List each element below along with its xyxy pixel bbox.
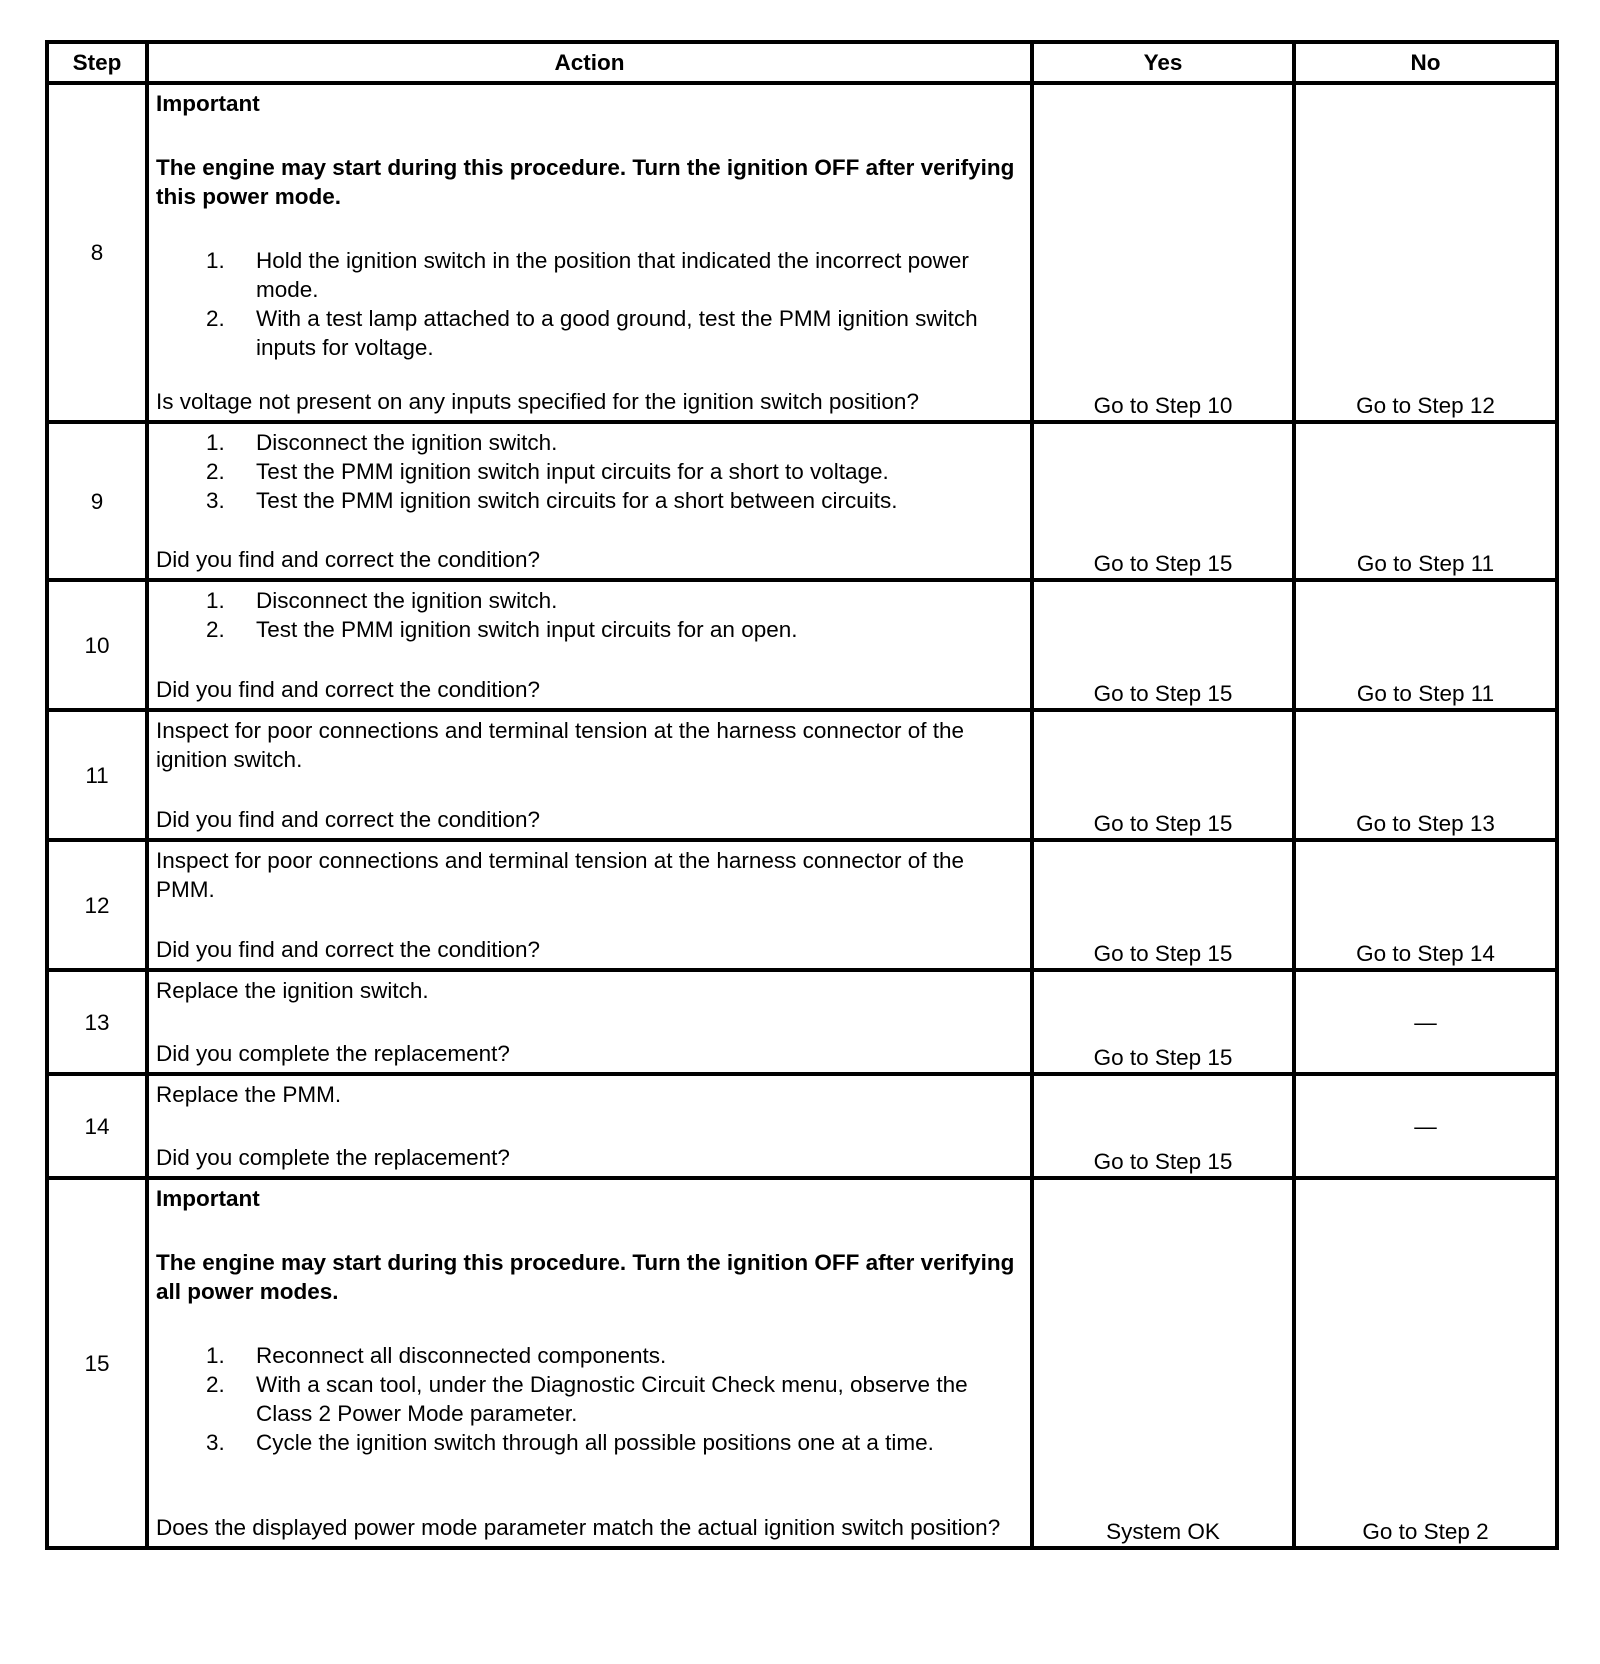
yes-cell: Go to Step 15 <box>1032 422 1294 580</box>
step-list <box>156 586 1022 644</box>
yes-cell: Go to Step 15 <box>1032 580 1294 710</box>
header-no: No <box>1294 42 1557 83</box>
list-item: 1. Disconnect the ignition switch. <box>206 430 558 455</box>
list-item: 2. With a scan tool, under the Diagnostic Circuit Check menu, observe the Class 2 Power Mode parameter. <box>206 1372 968 1426</box>
warning-text: The engine may start during this procedure. Turn the ignition OFF after verifying all power modes. <box>156 1250 1015 1304</box>
yes-cell: Go to Step 10 <box>1032 83 1294 422</box>
list-item: 3. Test the PMM ignition switch circuits for a short between circuits. <box>206 488 898 513</box>
table-row <box>47 1074 1557 1178</box>
instruction-text: Inspect for poor connections and terminal tension at the harness connector of the PMM. <box>156 848 964 902</box>
action-cell <box>147 710 1032 840</box>
no-cell: Go to Step 13 <box>1294 710 1557 840</box>
table-row <box>47 422 1557 580</box>
yes-cell: Go to Step 15 <box>1032 840 1294 970</box>
action-cell <box>147 840 1032 970</box>
no-cell: — <box>1294 1074 1557 1178</box>
yes-cell: Go to Step 15 <box>1032 710 1294 840</box>
step-number: 11 <box>47 710 147 840</box>
step-number: 10 <box>47 580 147 710</box>
no-cell: — <box>1294 970 1557 1074</box>
list-item: 1. Disconnect the ignition switch. <box>206 588 558 613</box>
instruction-text: Replace the PMM. <box>156 1082 342 1107</box>
step-list <box>156 246 1022 362</box>
header-yes: Yes <box>1032 42 1294 83</box>
step-number: 13 <box>47 970 147 1074</box>
table-row <box>47 970 1557 1074</box>
action-cell <box>147 970 1032 1074</box>
question-text: Is voltage not present on any inputs specified for the ignition switch position? <box>156 389 919 414</box>
instruction-text: Inspect for poor connections and terminal tension at the harness connector of the ignition switch. <box>156 718 964 772</box>
question-text: Did you find and correct the condition? <box>156 677 540 702</box>
warning-text: The engine may start during this procedure. Turn the ignition OFF after verifying this power mode. <box>156 155 1015 209</box>
table-row <box>47 580 1557 710</box>
instruction-text: Replace the ignition switch. <box>156 978 429 1003</box>
header-action: Action <box>147 42 1032 83</box>
action-cell <box>147 83 1032 422</box>
question-text: Did you complete the replacement? <box>156 1145 510 1170</box>
list-item: 2. With a test lamp attached to a good ground, test the PMM ignition switch inputs for voltage. <box>206 306 978 360</box>
table-row <box>47 710 1557 840</box>
list-item: 2. Test the PMM ignition switch input circuits for a short to voltage. <box>206 459 889 484</box>
yes-cell: Go to Step 15 <box>1032 970 1294 1074</box>
important-label: Important <box>156 1186 260 1211</box>
header-row <box>47 42 1557 83</box>
question-text: Did you find and correct the condition? <box>156 807 540 832</box>
step-list <box>156 1341 1022 1457</box>
step-number: 15 <box>47 1178 147 1548</box>
important-label: Important <box>156 91 260 116</box>
list-item: 1. Hold the ignition switch in the position that indicated the incorrect power mode. <box>206 248 969 302</box>
step-number: 9 <box>47 422 147 580</box>
list-item: 3. Cycle the ignition switch through all possible positions one at a time. <box>206 1430 934 1455</box>
yes-cell: System OK <box>1032 1178 1294 1548</box>
step-number: 12 <box>47 840 147 970</box>
action-cell <box>147 422 1032 580</box>
table-row <box>47 83 1557 422</box>
header-step: Step <box>47 42 147 83</box>
question-text: Did you find and correct the condition? <box>156 547 540 572</box>
table-row <box>47 1178 1557 1548</box>
no-cell: Go to Step 11 <box>1294 580 1557 710</box>
step-list <box>156 428 1022 515</box>
question-text: Did you find and correct the condition? <box>156 937 540 962</box>
question-text: Does the displayed power mode parameter match the actual ignition switch position? <box>156 1515 1001 1540</box>
question-text: Did you complete the replacement? <box>156 1041 510 1066</box>
yes-cell: Go to Step 15 <box>1032 1074 1294 1178</box>
table-row <box>47 840 1557 970</box>
list-item: 2. Test the PMM ignition switch input circuits for an open. <box>206 617 798 642</box>
no-cell: Go to Step 14 <box>1294 840 1557 970</box>
list-item: 1. Reconnect all disconnected components. <box>206 1343 667 1368</box>
step-number: 8 <box>47 83 147 422</box>
step-number: 14 <box>47 1074 147 1178</box>
action-cell <box>147 1178 1032 1548</box>
no-cell: Go to Step 11 <box>1294 422 1557 580</box>
action-cell <box>147 580 1032 710</box>
no-cell: Go to Step 2 <box>1294 1178 1557 1548</box>
action-cell <box>147 1074 1032 1178</box>
diagnostic-table <box>45 40 1559 1550</box>
no-cell: Go to Step 12 <box>1294 83 1557 422</box>
